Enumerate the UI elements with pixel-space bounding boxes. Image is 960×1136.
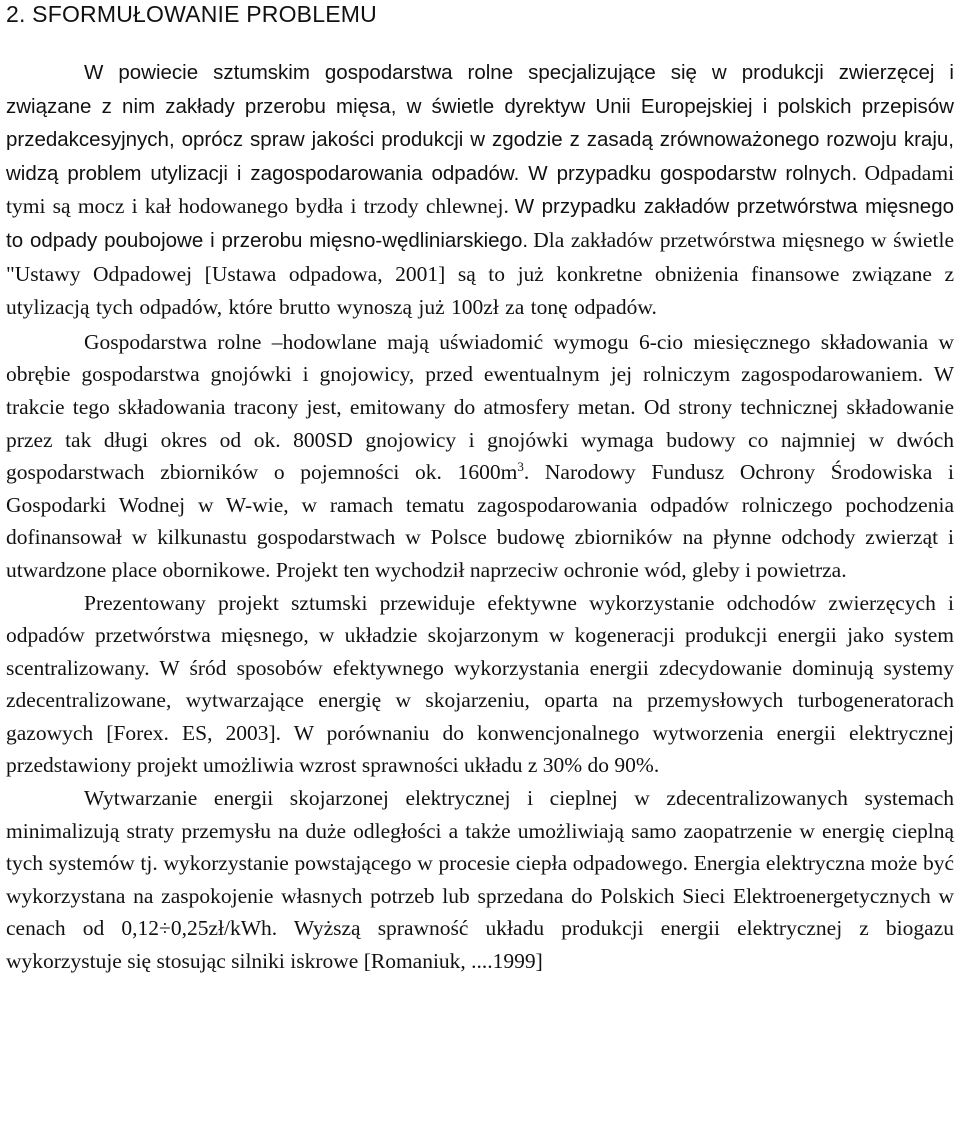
paragraph-2-text-continued: . Narodowy Fundusz Ochrony Środowiska i Gospodarki Wodnej w W-wie, w ramach tematu zagospodarowania odpadów rolniczego pochodzenia dofinansował w kilkunastu gospodarstwach w Polsce budowę zbiorników na płynne odchody zwierząt i utwardzone place obornikowe. Projekt ten wychodził naprzeciw ochronie wód, gleby i powietrza. [6, 460, 954, 582]
paragraph-1-sans-text-2: W przypadku zakładów przetwórstwa mięsnego to odpady poubojowe i przerobu mięsno-wędliniarskiego. [6, 195, 954, 252]
document-page [6, 0, 954, 978]
paragraph-3-text: Prezentowany projekt sztumski przewiduje efektywne wykorzystanie odchodów zwierzęcych i odpadów przetwórstwa mięsnego, w układzie skojarzonym w kogeneracji produkcji energii jako system scentralizowany. W śród sposobów efektywnego wykorzystania energii zdecydowanie dominują systemy zdecentralizowane, wytwarzające energię w skojarzeniu, oparta na przemysłowych turbogeneratorach gazowych [Forex. ES, 2003]. W porównaniu do konwencjonalnego wytworzenia energii elektrycznej przedstawiony projekt umożliwia wzrost sprawności układu z 30% do 90%. [6, 590, 954, 778]
paragraph-4-text: Wytwarzanie energii skojarzonej elektrycznej i cieplnej w zdecentralizowanych systemach minimalizują straty przemysłu na duże odległości a także umożliwiają samo zaopatrzenie w energię cieplną tych systemów tj. wykorzystanie powstającego w procesie ciepła odpadowego. Energia elektryczna może być wykorzystana na zaspokojenie własnych potrzeb lub sprzedana do Polskich Sieci Elektroenergetycznych w cenach od 0,12÷0,25zł/kWh. Wyższą sprawność układu produkcji energii elektrycznej z biogazu wykorzystuje się stosując silniki iskrowe [Romaniuk, ....1999] [6, 786, 954, 974]
paragraph-1 [6, 57, 954, 326]
paragraph-4 [6, 782, 954, 978]
superscript-exponent: 3 [517, 458, 524, 474]
section-heading: 2. SFORMUŁOWANIE PROBLEMU [6, 1, 377, 27]
paragraph-1-serif-text: Odpadami tymi są mocz i kał hodowanego bydła i trzody chlewnej. [6, 160, 955, 219]
paragraph-3 [6, 587, 954, 783]
paragraph-2-text: Gospodarstwa rolne –hodowlane mają uświadomić wymogu 6-cio miesięcznego składowania w obrębie gospodarstwa gnojówki i gnojowicy, przed ewentualnym jej rolniczym zagospodarowaniem. W trakcie tego składowania tracony jest, emitowany do atmosfery metan. Od strony technicznej składowanie przez tak długi okres od ok. 800SD gnojowicy i gnojówki wymaga budowy co najmniej w dwóch gospodarstwach zbiorników o pojemności ok. 1600m [6, 329, 954, 485]
paragraph-1-sans-text: W powiecie sztumskim gospodarstwa rolne specjalizujące się w produkcji zwierzęcej i związane z nim zakłady przerobu mięsa, w świetle dyrektyw Unii Europejskiej i polskich przepisów przedakcesyjnych, oprócz spraw jakości produkcji w zgodzie z zasadą zrównoważonego rozwoju kraju, widzą problem utylizacji i zagospodarowania odpadów. W przypadku gospodarstw rolnych. [6, 61, 954, 185]
paragraph-1-serif-text-2: Dla zakładów przetwórstwa mięsnego w świetle "Ustawy Odpadowej [Ustawa odpadowa, 2001] są to już konkretne obniżenia finansowe związane z utylizacją tych odpadów, które brutto wynoszą już 100zł za tonę odpadów. [6, 227, 955, 320]
paragraph-2 [6, 326, 954, 587]
